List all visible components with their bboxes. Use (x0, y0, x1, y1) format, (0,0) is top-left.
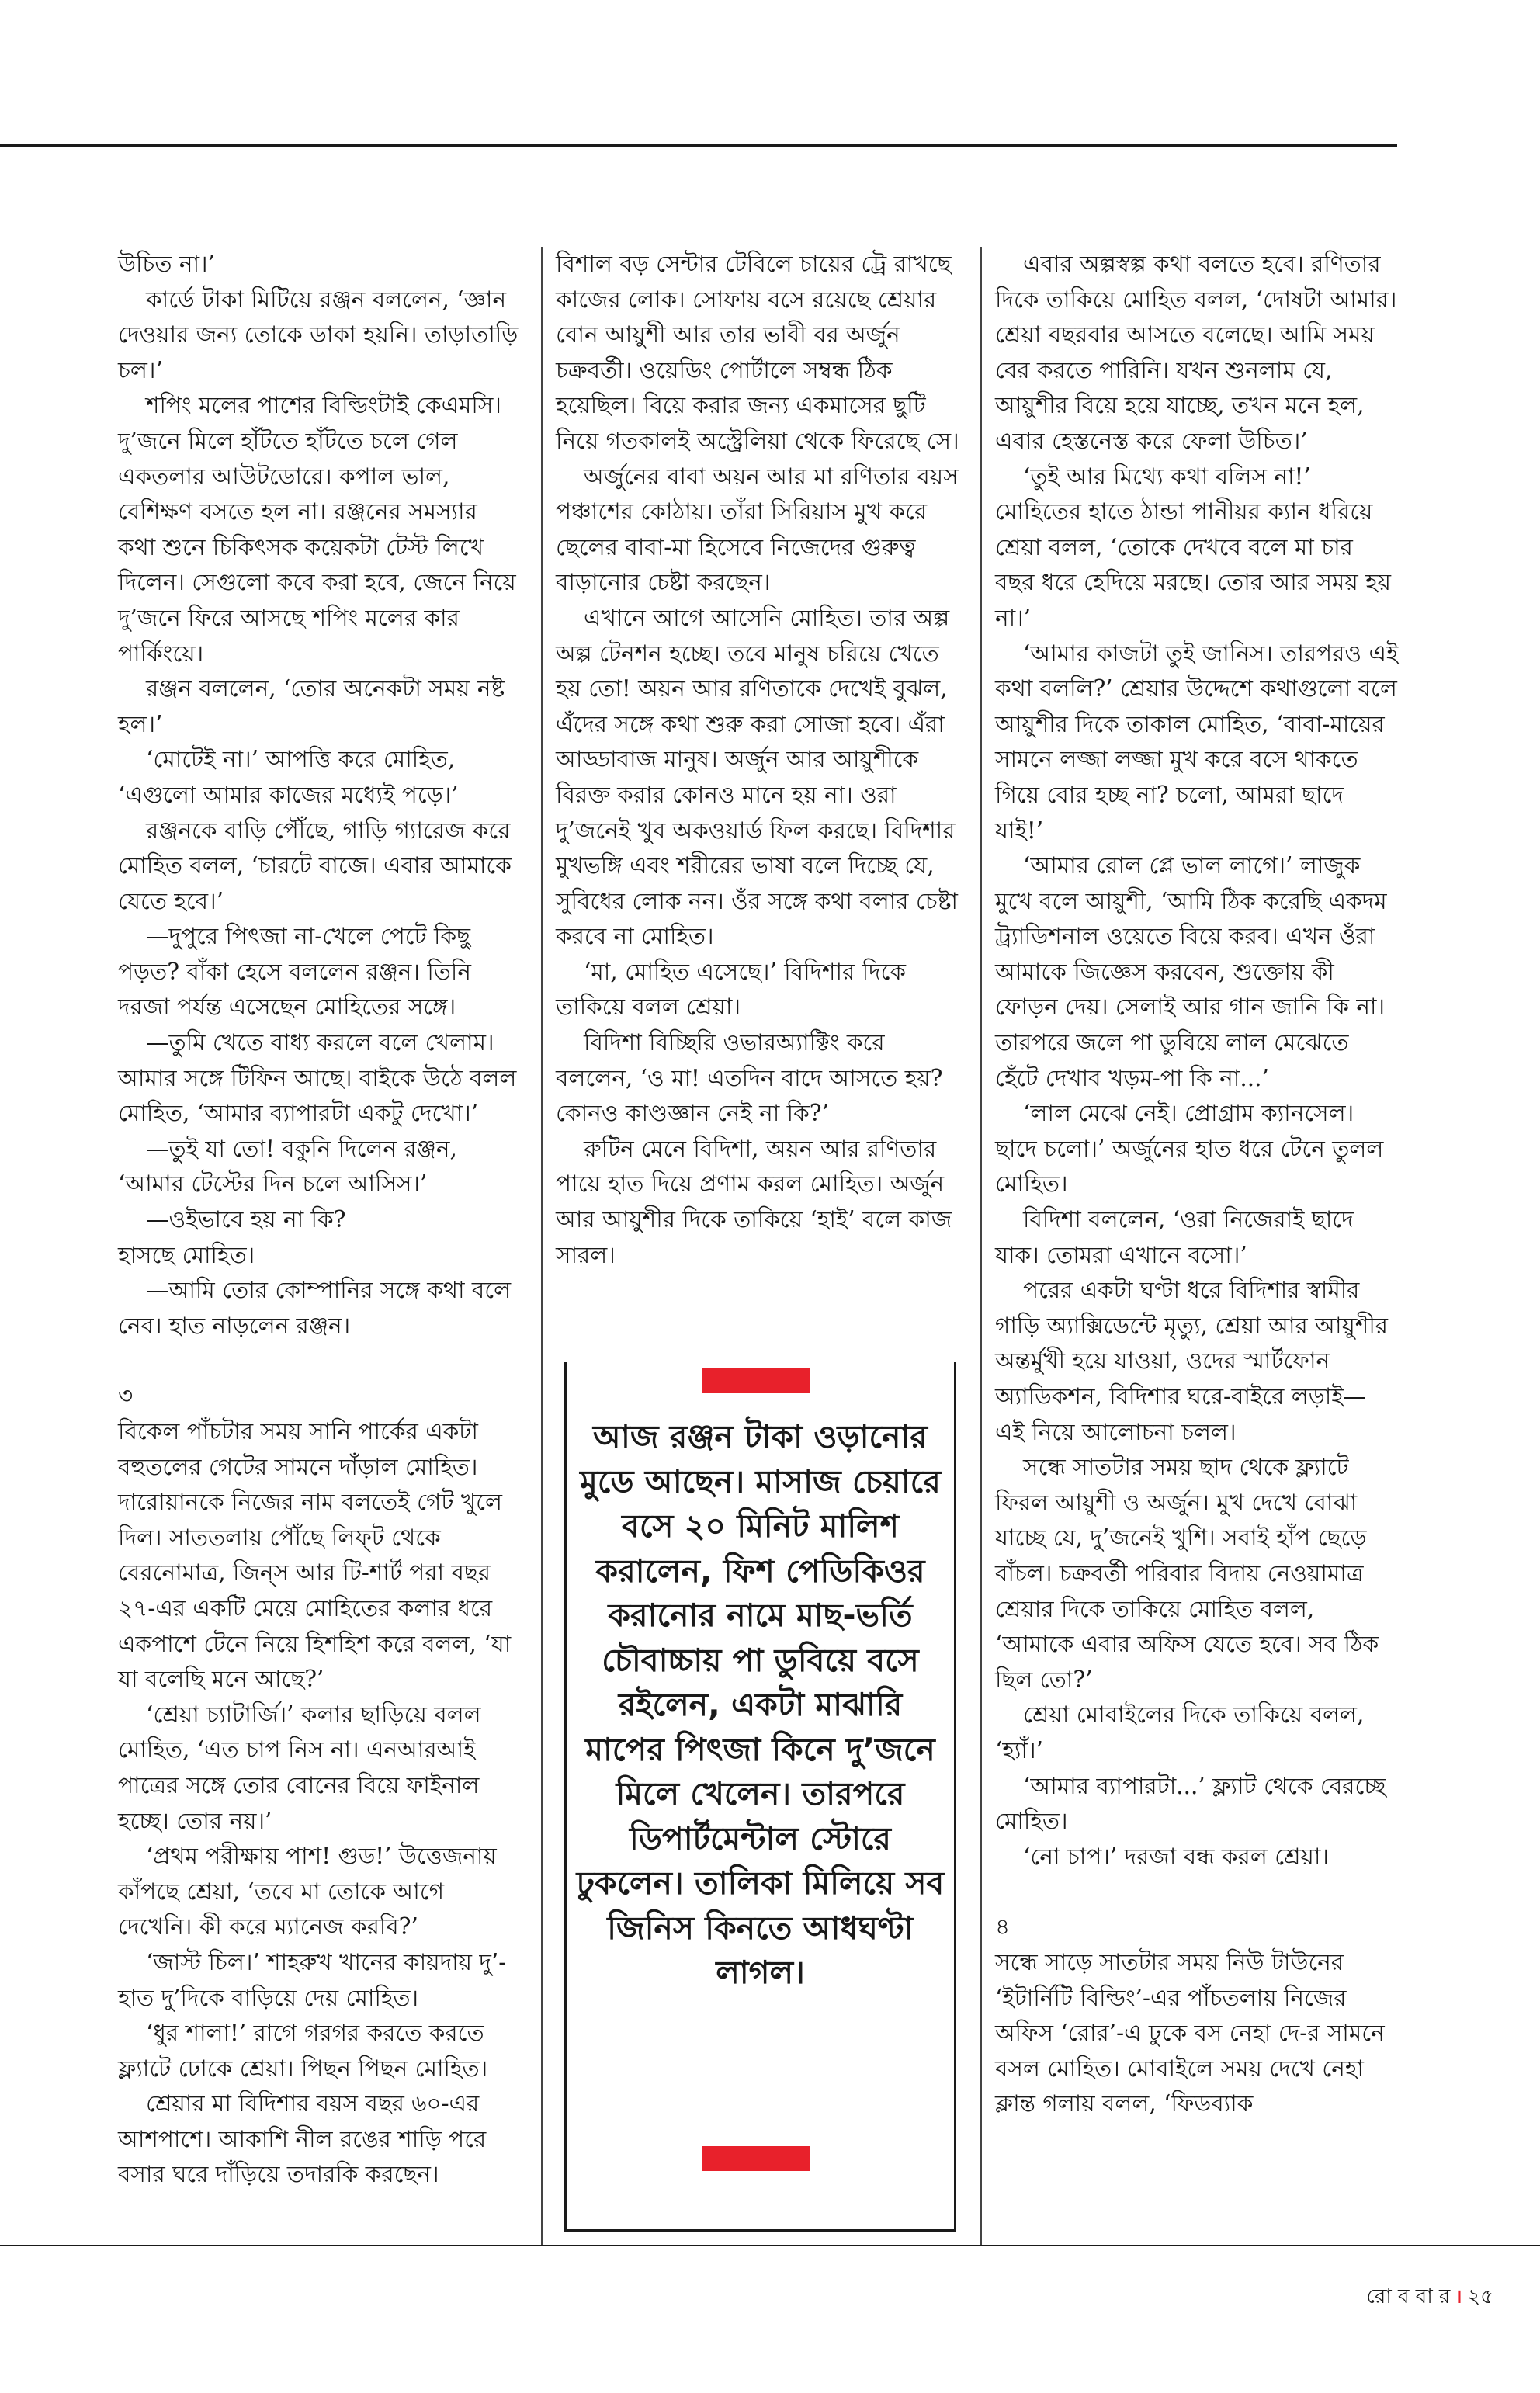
paragraph: হাসছে মোহিত। (118, 1241, 255, 1268)
paragraph: ‘জাস্ট চিল।’ শাহরুখ খানের কায়দায় দু’-হাত দু’দিকে বাড়িয়ে দেয় মোহিত। (118, 1948, 507, 2011)
paragraph: ‘লাল মেঝে নেই। প্রোগ্রাম ক্যানসেল। ছাদে চলো।’ অর্জুনের হাত ধরে টেনে তুলল মোহিত। (995, 1100, 1384, 1198)
paragraph: শ্রেয়ার মা বিদিশার বয়স বছর ৬০-এর আশপাশে। আকাশি নীল রঙের শাড়ি পরে বসার ঘরে দাঁড়িয়ে তদারকি করছেন। (118, 2090, 487, 2188)
paragraph: অর্জুনের বাবা অয়ন আর মা রণিতার বয়স পঞ্চাশের কোঠায়। তাঁরা সিরিয়াস মুখ করে ছেলের বাবা-মা হিসেবে নিজেদের গুরুত্ব বাড়ানোর চেষ্টা করছেন। (556, 463, 959, 596)
paragraph: —দুপুরে পিৎজা না-খেলে পেটে কিছু পড়ত? বাঁকা হেসে বললেন রঞ্জন। তিনি দরজা পর্যন্ত এসেছেন মোহিতের সঙ্গে। (118, 923, 471, 1021)
pull-quote-bottom-bar (702, 2146, 810, 2171)
top-rule (0, 144, 1397, 147)
paragraph: রঞ্জনকে বাড়ি পৌঁছে, গাড়ি গ্যারেজ করে মোহিত বলল, ‘চারটে বাজে। এবার আমাকে যেতে হবে।’ (118, 817, 512, 914)
footer-separator: । (1455, 2285, 1463, 2308)
paragraph: এখানে আগে আসেনি মোহিত। তার অল্প অল্প টেনশন হচ্ছে। তবে মানুষ চরিয়ে খেতে হয় তো! অয়ন আর রণিতাকে দেখেই বুঝল, এঁদের সঙ্গে কথা শুরু করা সোজা হবে। এঁরা আড্ডাবাজ মানুষ। অর্জুন আর আয়ুশীকে বিরক্ত করার কোনও মানে হয় না। ওরা দু’জনেই খুব অকওয়ার্ড ফিল করছে। বিদিশার মুখভঙ্গি এবং শরীরের ভাষা বলে দিচ্ছে যে, সুবিধের লোক নন। ওঁর সঙ্গে কথা বলার চেষ্টা করবে না মোহিত। (556, 604, 958, 950)
paragraph: ‘আমার ব্যাপারটা...’ ফ্ল্যাট থেকে বেরচ্ছে মোহিত। (995, 1772, 1386, 1835)
paragraph: শ্রেয়া মোবাইলের দিকে তাকিয়ে বলল, ‘হ্যাঁ।’ (995, 1701, 1365, 1764)
page-number: ২৫ (1467, 2285, 1493, 2308)
paragraph: ‘আমার কাজটা তুই জানিস। তারপরও এই কথা বললি?’ শ্রেয়ার উদ্দেশে কথাগুলো বলে আয়ুশীর দিকে তাকাল মোহিত, ‘বাবা-মায়ের সামনে লজ্জা লজ্জা মুখ করে বসে থাকতে গিয়ে বোর হচ্ছ না? চলো, আমরা ছাদে যাই!’ (995, 640, 1399, 844)
paragraph: বিশাল বড় সেন্টার টেবিলে চায়ের ট্রে রাখছে কাজের লোক। সোফায় বসে রয়েছে শ্রেয়ার বোন আয়ুশী আর তার ভাবী বর অর্জুন চক্রবর্তী। ওয়েডিং পোর্টালে সম্বন্ধ ঠিক হয়েছিল। বিয়ে করার জন্য একমাসের ছুটি নিয়ে গতকালই অস্ট্রেলিয়া থেকে ফিরেছে সে। (556, 251, 959, 454)
article-column-3 (995, 247, 1399, 2122)
column-divider (541, 247, 543, 2246)
paragraph: ‘প্রথম পরীক্ষায় পাশ! গুড!’ উত্তেজনায় কাঁপছে শ্রেয়া, ‘তবে মা তোকে আগে দেখেনি। কী করে ম্যানেজ করবি?’ (118, 1843, 497, 1940)
column-divider (980, 247, 982, 2246)
bottom-rule (0, 2245, 1540, 2246)
paragraph: রুটিন মেনে বিদিশা, অয়ন আর রণিতার পায়ে হাত দিয়ে প্রণাম করল মোহিত। অর্জুন আর আয়ুশীর দিকে তাকিয়ে ‘হাই’ বলে কাজ সারল। (556, 1135, 952, 1268)
paragraph: এবার অল্পস্বল্প কথা বলতে হবে। রণিতার দিকে তাকিয়ে মোহিত বলল, ‘দোষটা আমার। শ্রেয়া বছরবার আসতে বলেছে। আমি সময় বের করতে পারিনি। যখন শুনলাম যে, আয়ুশীর বিয়ে হয়ে যাচ্ছে, তখন মনে হল, এবার হেস্তনেস্ত করে ফেলা উচিত।’ (995, 251, 1397, 454)
page-footer (1366, 2280, 1493, 2315)
paragraph: কার্ডে টাকা মিটিয়ে রঞ্জন বললেন, ‘জ্ঞান দেওয়ার জন্য তোকে ডাকা হয়নি। তাড়াতাড়ি চল।’ (118, 286, 519, 383)
paragraph: রঞ্জন বললেন, ‘তোর অনেকটা সময় নষ্ট হল।’ (118, 675, 505, 737)
paragraph: সন্ধে সাতটার সময় ছাদ থেকে ফ্ল্যাটে ফিরল আয়ুশী ও অর্জুন। মুখ দেখে বোঝা যাচ্ছে যে, দু’জনেই খুশি। সবাই হাঁপ ছেড়ে বাঁচল। চক্রবর্তী পরিবার বিদায় নেওয়ামাত্র শ্রেয়ার দিকে তাকিয়ে মোহিত বলল, ‘আমাকে এবার অফিস যেতে হবে। সব ঠিক ছিল তো?’ (995, 1454, 1379, 1693)
paragraph: ‘শ্রেয়া চ্যাটার্জি।’ কলার ছাড়িয়ে বলল মোহিত, ‘এত চাপ নিস না। এনআরআই পাত্রের সঙ্গে তোর বোনের বিয়ে ফাইনাল হচ্ছে। তোর নয়।’ (118, 1701, 481, 1834)
paragraph: ‘মোটেই না।’ আপত্তি করে মোহিত, ‘এগুলো আমার কাজের মধ্যেই পড়ে।’ (118, 746, 459, 808)
article-column-1 (118, 247, 522, 2193)
paragraph: ‘ধুর শালা!’ রাগে গরগর করতে করতে ফ্ল্যাটে ঢোকে শ্রেয়া। পিছন পিছন মোহিত। (118, 2020, 488, 2082)
pull-quote-text: আজ রঞ্জন টাকা ওড়ানোর মুডে আছেন। মাসাজ চেয়ারে বসে ২০ মিনিট মালিশ করালেন, ফিশ পেডিকিওর করানোর নামে মাছ-ভর্তি চৌবাচ্চায় পা ডুবিয়ে বসে রইলেন, একটা মাঝারি মাপের পিৎজা কিনে দু’জনে মিলে খেলেন। তারপরে ডিপার্টমেন্টাল স্টোরে ঢুকলেন। তালিকা মিলিয়ে সব জিনিস কিনতে আধঘণ্টা লাগল। (576, 1418, 945, 1991)
paragraph: —তুমি খেতে বাধ্য করলে বলে খেলাম। আমার সঙ্গে টিফিন আছে। বাইকে উঠে বলল মোহিত, ‘আমার ব্যাপারটা একটু দেখো।’ (118, 1029, 517, 1127)
paragraph: উচিত না।’ (118, 251, 215, 277)
magazine-name: রো ব বা র (1366, 2285, 1451, 2308)
paragraph: বিদিশা বিচ্ছিরি ওভারঅ্যাক্টিং করে বললেন, ‘ও মা! এতদিন বাদে আসতে হয়? কোনও কাণ্ডজ্ঞান নেই না কি?’ (556, 1029, 943, 1127)
paragraph: পরের একটা ঘণ্টা ধরে বিদিশার স্বামীর গাড়ি অ্যাক্সিডেন্টে মৃত্যু, শ্রেয়া আর আয়ুশীর অন্তর্মুখী হয়ে যাওয়া, ওদের স্মার্টফোন অ্যাডিকশন, বিদিশার ঘরে-বাইরে লড়াই— এই নিয়ে আলোচনা চলল। (995, 1277, 1389, 1445)
pull-quote-box (564, 1362, 956, 2232)
paragraph: ‘নো চাপ।’ দরজা বন্ধ করল শ্রেয়া। (1023, 1843, 1330, 1870)
paragraph: বিদিশা বললেন, ‘ওরা নিজেরাই ছাদে যাক। তোমরা এখানে বসো।’ (995, 1206, 1354, 1268)
paragraph: ‘মা, মোহিত এসেছে।’ বিদিশার দিকে তাকিয়ে বলল শ্রেয়া। (556, 958, 907, 1021)
paragraph: —তুই যা তো! বকুনি দিলেন রঞ্জন, ‘আমার টেস্টের দিন চলে আসিস।’ (118, 1135, 457, 1198)
paragraph: —ওইভাবে হয় না কি? (146, 1206, 346, 1233)
paragraph: শপিং মলের পাশের বিল্ডিংটাই কেএমসি। দু’জনে মিলে হাঁটতে হাঁটতে চলে গেল একতলার আউটডোরে। কপাল ভাল, বেশিক্ষণ বসতে হল না। রঞ্জনের সমস্যার কথা শুনে চিকিৎসক কয়েকটা টেস্ট লিখে দিলেন। সেগুলো কবে করা হবে, জেনে নিয়ে দু’জনে ফিরে আসছে শপিং মলের কার পার্কিংয়ে। (118, 392, 516, 667)
paragraph: —আমি তোর কোম্পানির সঙ্গে কথা বলে নেব। হাত নাড়লেন রঞ্জন। (118, 1277, 512, 1339)
section-number: ৩ (118, 1382, 134, 1410)
paragraph: ‘তুই আর মিথ্যে কথা বলিস না!’ মোহিতের হাতে ঠান্ডা পানীয়র ক্যান ধরিয়ে শ্রেয়া বলল, ‘তোকে দেখবে বলে মা চার বছর ধরে হেদিয়ে মরছে। তোর আর সময় হয় না।’ (995, 463, 1391, 631)
paragraph: সন্ধে সাড়ে সাতটার সময় নিউ টাউনের ‘ইটার্নিটি বিল্ডিং’-এর পাঁচতলায় নিজের অফিস ‘রোর’-এ ঢুকে বস নেহা দে-র সামনে বসল মোহিত। মোবাইলে সময় দেখে নেহা ক্লান্ত গলায় বলল, ‘ফিডব্যাক (995, 1948, 1385, 2117)
section-number: ৪ (995, 1913, 1011, 1940)
paragraph: বিকেল পাঁচটার সময় সানি পার্কের একটা বহুতলের গেটের সামনে দাঁড়াল মোহিত। দারোয়ানকে নিজের নাম বলতেই গেট খুলে দিল। সাততলায় পৌঁছে লিফ্‌ট থেকে বেরনোমাত্র, জিন্‌স আর টি-শার্ট পরা বছর ২৭-এর একটি মেয়ে মোহিতের কলার ধরে একপাশে টেনে নিয়ে হিশহিশ করে বলল, ‘যা যা বলেছি মনে আছে?’ (118, 1418, 512, 1693)
article-column-2 (556, 247, 959, 1273)
paragraph: ‘আমার রোল প্লে ভাল লাগে।’ লাজুক মুখে বলে আয়ুশী, ‘আমি ঠিক করেছি একদম ট্র্যাডিশনাল ওয়েতে বিয়ে করব। এখন ওঁরা আমাকে জিজ্ঞেস করবেন, শুক্তোয় কী ফোড়ন দেয়। সেলাই আর গান জানি কি না। তারপরে জলে পা ডুবিয়ে লাল মেঝেতে হেঁটে দেখাব খড়ম-পা কি না...’ (995, 852, 1387, 1091)
pull-quote-top-bar (702, 1368, 810, 1393)
